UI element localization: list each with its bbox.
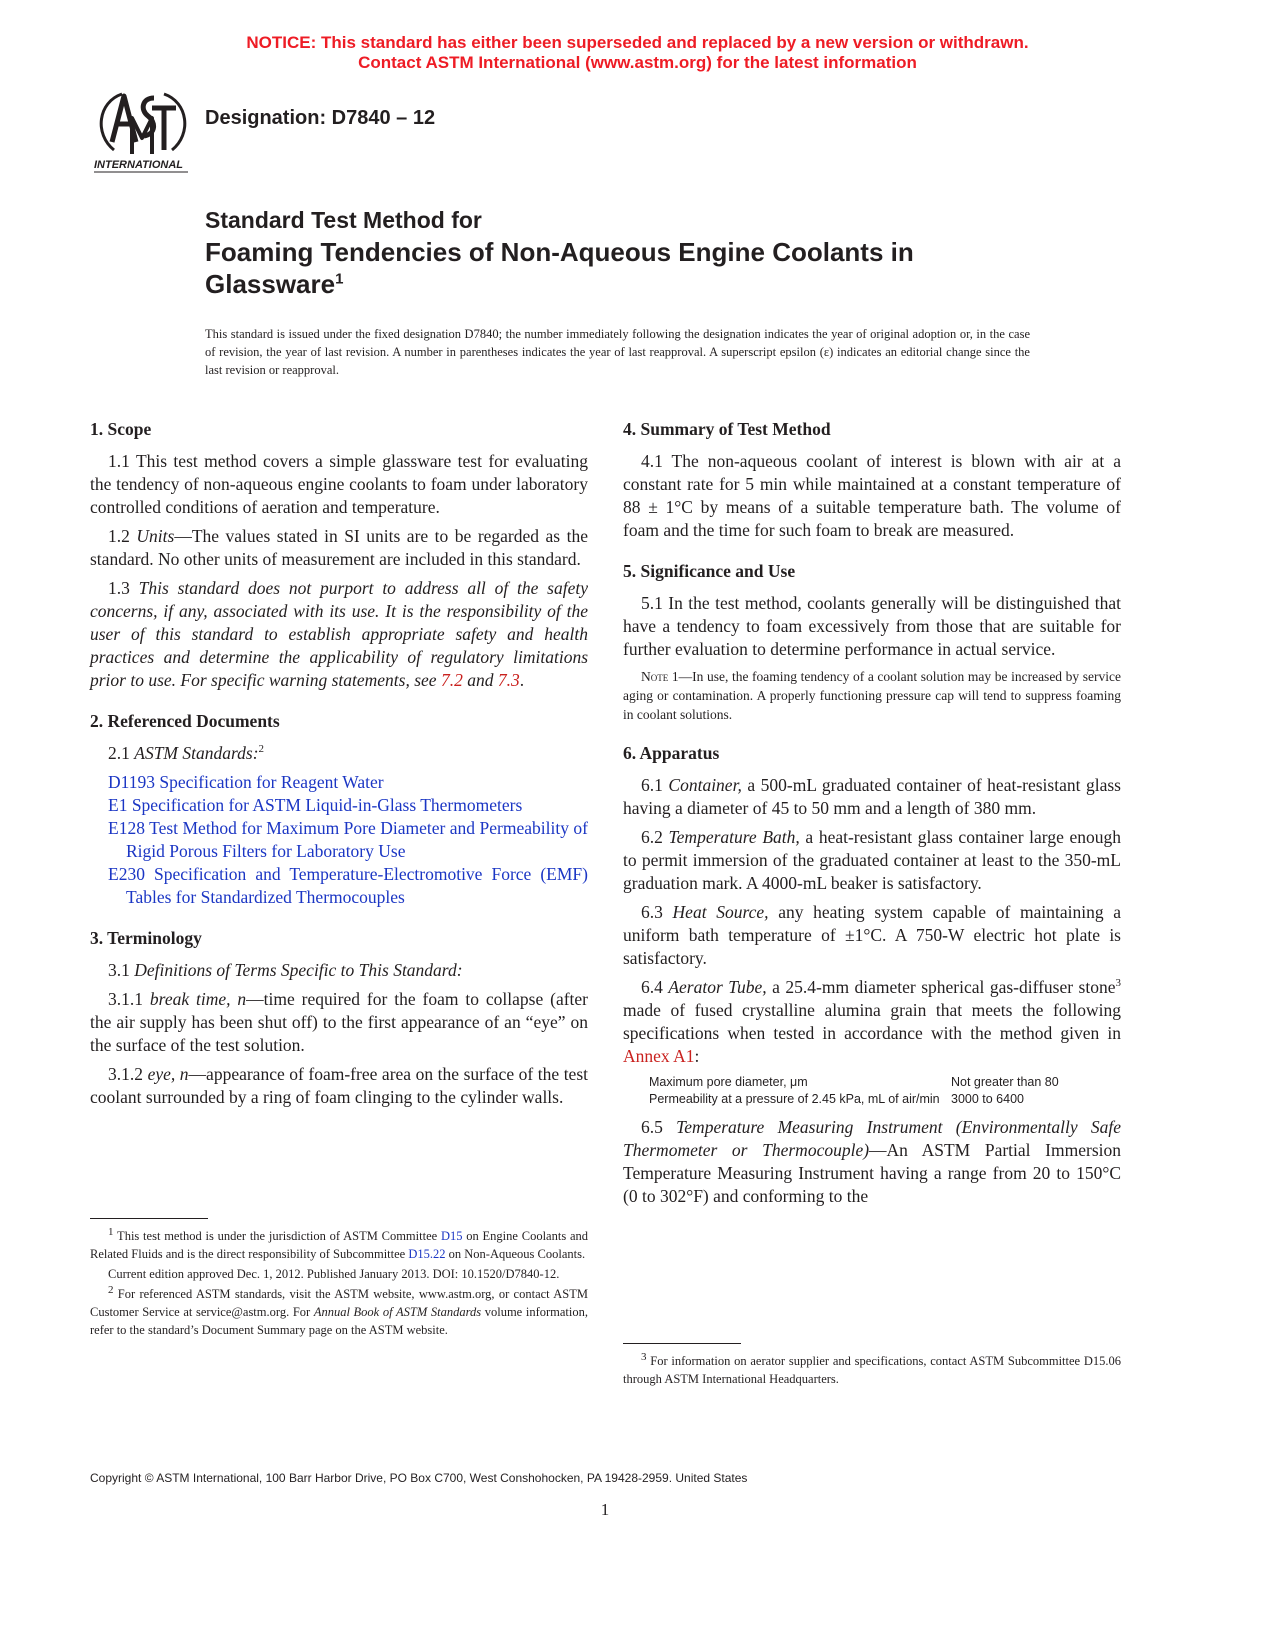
- apparatus-6-5: [623, 1116, 1121, 1208]
- footnote-1-text-a: This test method is under the jurisdiction of ASTM Committee: [113, 1229, 441, 1243]
- terminology-3-1-2-text: —appearance of foam-free area on the surface of the test coolant surrounded by a ring of foam clinging to the cylinder walls.: [90, 1064, 589, 1107]
- apparatus-6-2-num: 6.2: [641, 827, 669, 847]
- footnotes-right: [623, 1343, 1121, 1390]
- refdocs-2-1-num: 2.1: [108, 743, 135, 763]
- apparatus-6-5-text: —An ASTM Partial Immersion Temperature Measuring Instrument having a range from 20 to 150°C (0 to 302°F) and conforming to the: [623, 1140, 1121, 1206]
- note-1-text: —In use, the foaming tendency of a coolant solution may be increased by service aging or contamination. A properly functioning pressure cap will tend to suppress foaming in coolant solutions.: [623, 669, 1121, 722]
- link-7-3[interactable]: 7.3: [497, 670, 520, 690]
- footnotes-left: [90, 1218, 588, 1341]
- footnote-2-marker: 2: [108, 1283, 114, 1296]
- page-number: 1: [600, 1500, 610, 1519]
- apparatus-6-3: [623, 901, 1121, 970]
- section-significance: [623, 560, 1121, 724]
- spec-label: Permeability at a pressure of 2.45 kPa, mL of air/min: [649, 1092, 940, 1106]
- notice-line-1: NOTICE: This standard has either been superseded and replaced by a new version or withdrawn.: [246, 33, 1029, 52]
- apparatus-6-3-term: Heat Source,: [672, 902, 769, 922]
- significance-5-1: 5.1 In the test method, coolants generally will be distinguished that have a tendency to foam excessively from those that are suitable for further evaluation to determine performance in actual service.: [623, 593, 1121, 659]
- apparatus-6-5-term: Temperature Measuring Instrument (Environmentally Safe Thermometer or Thermocouple): [623, 1117, 1121, 1160]
- footnote-1: [90, 1227, 588, 1263]
- apparatus-6-5-num: 6.5: [641, 1117, 677, 1137]
- scope-1-3-end: .: [519, 670, 525, 690]
- significance-heading: 5. Significance and Use: [623, 561, 796, 581]
- scope-1-2-term: Units: [136, 526, 175, 546]
- footnote-3-marker: 3: [1115, 977, 1121, 990]
- spec-row: [649, 1074, 1121, 1091]
- apparatus-6-2-text: a heat-resistant glass container large enough to permit immersion of the graduated container at least to the 350-mL graduation mark. A 4000-mL beaker is satisfactory.: [623, 827, 1122, 893]
- summary-heading: 4. Summary of Test Method: [623, 419, 831, 439]
- scope-1-3-num: 1.3: [108, 578, 139, 598]
- notice-line-2: Contact ASTM International (www.astm.org) for the latest information: [358, 53, 917, 72]
- apparatus-6-2: [623, 826, 1121, 895]
- apparatus-6-4-term: Aerator Tube,: [668, 977, 767, 997]
- spec-label: Maximum pore diameter, μm: [649, 1075, 808, 1089]
- apparatus-6-4-end: :: [694, 1046, 700, 1066]
- title-prefix: Standard Test Method for: [205, 207, 482, 233]
- ref-code: E1: [108, 795, 128, 815]
- superseded-notice: [0, 33, 1275, 73]
- apparatus-6-3-text: any heating system capable of maintaining a uniform bath temperature of ±1°C. A 750-W electric hot plate is satisfactory.: [623, 902, 1122, 968]
- section-referenced-documents: [90, 710, 588, 909]
- section-apparatus: [623, 742, 1121, 1208]
- scope-1-2-num: 1.2: [108, 526, 137, 546]
- footnote-3: [623, 1352, 1121, 1388]
- title-footnote-marker: 1: [335, 270, 344, 288]
- title-text: Foaming Tendencies of Non-Aqueous Engine Coolants in Glassware: [205, 237, 914, 299]
- footnote-2-text-a: For referenced ASTM standards, visit the ASTM website, www.astm.org, or contact ASTM Customer Service at service@astm.org. For: [90, 1287, 588, 1319]
- footnote-divider: [90, 1218, 208, 1219]
- left-column: [90, 418, 588, 1127]
- spec-row: [649, 1091, 1121, 1108]
- term-eye: eye, n: [147, 1064, 189, 1084]
- terminology-3-1-num: 3.1: [108, 960, 135, 980]
- ref-code: E128: [108, 818, 145, 838]
- terminology-heading: 3. Terminology: [90, 928, 202, 948]
- footnote-1-text-c: on Non-Aqueous Coolants.: [445, 1247, 586, 1261]
- scope-1-2-text: —The values stated in SI units are to be regarded as the standard. No other units of measurement are included in this standard.: [90, 526, 588, 569]
- note-1: [623, 667, 1121, 724]
- spec-value: Not greater than 80: [951, 1075, 1059, 1089]
- logo-text: INTERNATIONAL: [94, 159, 184, 171]
- summary-4-1: 4.1 The non-aqueous coolant of interest is blown with air at a constant rate for 5 min while maintained at a constant temperature of 88 ± 1°C by means of a suitable temperature bath. The volume of foam and the time for such foam to break are measured.: [623, 451, 1121, 540]
- apparatus-6-1-text: a 500-mL graduated container of heat-resistant glass having a diameter of 45 to 50 mm and a length of 380 mm.: [623, 775, 1121, 818]
- link-annex-a1[interactable]: Annex A1: [623, 1046, 695, 1066]
- spec-value: 3000 to 6400: [951, 1092, 1024, 1106]
- apparatus-6-3-num: 6.3: [641, 902, 673, 922]
- ref-title: Specification and Temperature-Electromotive Force (EMF) Tables for Standardized Thermocouples: [126, 864, 588, 907]
- ref-title: Specification for ASTM Liquid-in-Glass Thermometers: [127, 795, 523, 815]
- terminology-3-1-1: [90, 988, 588, 1057]
- ref-e1[interactable]: [90, 794, 588, 817]
- refdocs-2-1: [90, 742, 588, 765]
- link-d15-22[interactable]: D15.22: [408, 1247, 446, 1261]
- section-terminology: [90, 927, 588, 1109]
- designation: Designation: D7840 – 12: [205, 107, 436, 129]
- ref-title: Specification for Reagent Water: [155, 772, 384, 792]
- scope-1-3-text: This standard does not purport to address all of the safety concerns, if any, associated with its use. It is the responsibility of the user of this standard to establish appropriate safety and health practices and determine the applicability of regulatory limitations prior to use. For specific warning statements, see: [90, 578, 588, 690]
- copyright-line: Copyright © ASTM International, 100 Barr Harbor Drive, PO Box C700, West Conshohocken, PA 19428-2959. United States: [90, 1471, 748, 1485]
- footnote-1-marker: 1: [108, 1225, 114, 1238]
- link-d15[interactable]: D15: [440, 1229, 463, 1243]
- footnote-1-text-b: on Engine Coolants and Related Fluids and is the direct responsibility of Subcommittee: [90, 1229, 589, 1261]
- section-summary: [623, 418, 1121, 542]
- scope-1-3-and: and: [462, 670, 498, 690]
- ref-code: E230: [108, 864, 145, 884]
- link-7-2[interactable]: 7.2: [440, 670, 463, 690]
- apparatus-6-4-text-b: made of fused crystalline alumina grain that meets the following specifications when tested in accordance with the method given in: [623, 1000, 1121, 1043]
- section-scope: [90, 418, 588, 692]
- issued-statement: This standard is issued under the fixed designation D7840; the number immediately following the designation indicates the year of original adoption or, in the case of revision, the year of last revision. A number in parentheses indicates the year of last reapproval. A superscript epsilon (ε) indicates an editorial change since the last revision or reapproval.: [205, 327, 1030, 377]
- footnote-2: [90, 1285, 588, 1339]
- scope-1-3: [90, 577, 588, 692]
- apparatus-6-4-text-a: a 25.4-mm diameter spherical gas-diffuser stone: [766, 977, 1116, 997]
- apparatus-6-4: [623, 976, 1121, 1068]
- ref-e128[interactable]: [90, 817, 588, 863]
- page-title: [205, 236, 1025, 300]
- apparatus-6-1: [623, 774, 1121, 820]
- right-column: [623, 418, 1121, 1226]
- footnote-2-text-b: volume information, refer to the standard’s Document Summary page on the ASTM website.: [90, 1305, 588, 1337]
- footnote-3-marker: 3: [641, 1350, 647, 1363]
- ref-code: D1193: [108, 772, 155, 792]
- astm-logo-icon: [92, 88, 194, 174]
- refdocs-heading: 2. Referenced Documents: [90, 711, 280, 731]
- terminology-3-1-1-num: 3.1.1: [108, 989, 150, 1009]
- footnote-2-book: Annual Book of ASTM Standards: [313, 1305, 482, 1319]
- ref-e230[interactable]: [90, 863, 588, 909]
- terminology-3-1-2: [90, 1063, 588, 1109]
- term-break-time: break time, n: [149, 989, 247, 1009]
- terminology-3-1-1-text: —time required for the foam to collapse (after the air supply has been shut off) to the first appearance of an “eye” on the surface of the test solution.: [90, 989, 588, 1055]
- refdocs-2-1-text: ASTM Standards:: [134, 743, 259, 763]
- scope-1-2: [90, 525, 588, 571]
- scope-1-1: 1.1 This test method covers a simple glassware test for evaluating the tendency of non-aqueous engine coolants to foam under laboratory controlled conditions of aeration and temperature.: [90, 451, 588, 517]
- apparatus-6-1-term: Container,: [668, 775, 742, 795]
- terminology-3-1-2-num: 3.1.2: [108, 1064, 148, 1084]
- aerator-spec-table: [649, 1074, 1121, 1108]
- apparatus-6-2-term: Temperature Bath,: [668, 827, 800, 847]
- terminology-3-1-text: Definitions of Terms Specific to This Standard:: [134, 960, 463, 980]
- footnote-3-text: For information on aerator supplier and specifications, contact ASTM Subcommittee D15.06 through ASTM International Headquarters.: [623, 1354, 1121, 1386]
- apparatus-6-4-num: 6.4: [641, 977, 669, 997]
- apparatus-heading: 6. Apparatus: [623, 743, 720, 763]
- footnote-2-marker: 2: [258, 743, 265, 756]
- apparatus-6-1-num: 6.1: [641, 775, 669, 795]
- note-1-label: Note 1: [641, 669, 679, 684]
- footnote-divider: [623, 1343, 741, 1344]
- ref-title: Test Method for Maximum Pore Diameter and Permeability of Rigid Porous Filters for Laboratory Use: [126, 818, 588, 861]
- scope-heading: 1. Scope: [90, 419, 152, 439]
- terminology-3-1: [90, 959, 588, 982]
- ref-d1193[interactable]: [90, 771, 588, 794]
- footnote-1-edition: Current edition approved Dec. 1, 2012. Published January 2013. DOI: 10.1520/D7840-12.: [108, 1267, 560, 1281]
